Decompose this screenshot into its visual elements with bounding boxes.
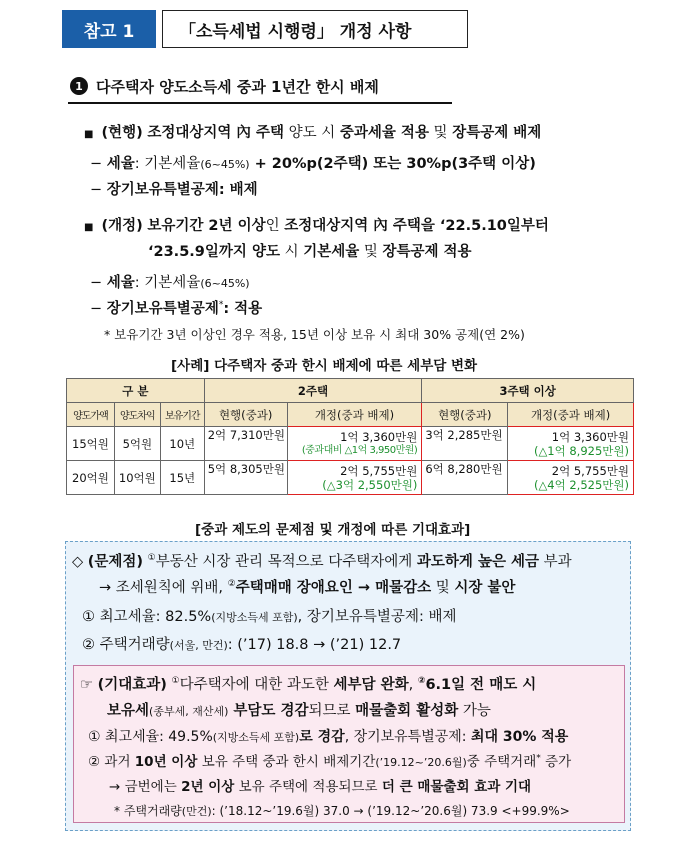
table-cell: 10억원 <box>114 461 160 495</box>
revised-amount: 1억 3,360만원 <box>551 429 629 444</box>
circled-two-icon: ② <box>82 637 95 653</box>
problem-item1-b: , 장기보유특별공제: 배제 <box>297 609 457 625</box>
table-subheader: 양도차익 <box>114 403 160 427</box>
effect-footnote-a: * 주택거래량 <box>114 804 182 818</box>
section-underline <box>68 102 452 104</box>
current-deduction-value: : 배제 <box>218 182 258 198</box>
current-label: (현행) <box>101 125 143 141</box>
effect-line1-b: 세부담 완화 <box>333 677 409 693</box>
revised-deduction-label: 장기보유특별공제 <box>106 301 219 317</box>
effect-label: (기대효과) <box>97 677 167 693</box>
tax-burden-table <box>66 378 634 495</box>
problem-line2-a: → 조세원칙에 위배, <box>99 580 228 596</box>
table-subheader: 현행(중과) <box>204 403 287 427</box>
diff-amount: (△3억 2,550만원) <box>322 477 418 492</box>
effect-line2-b: 부담도 경감 <box>228 703 309 719</box>
dash-icon: − <box>90 301 107 317</box>
table-cell: 5억 8,305만원 <box>204 461 287 495</box>
square-bullet-icon: ■ <box>84 222 94 233</box>
effect-footnote <box>114 802 570 819</box>
revised-line2-a: ‘23.5.9일까지 양도 <box>148 244 280 260</box>
effect-item1-b: 로 경감 <box>299 729 345 745</box>
circled-one-icon: ① <box>82 609 95 625</box>
effect-line2-d: 매물출회 활성화 <box>355 703 459 719</box>
revised-tax-a: : 기본세율 <box>134 275 201 291</box>
dash-icon: − <box>90 275 107 291</box>
table-cell: 15억원 <box>67 427 115 461</box>
revised-deduction-value: : 적용 <box>223 301 263 317</box>
effect-line-2 <box>107 699 491 720</box>
table-cell <box>287 427 422 461</box>
table-cell: 2억 7,310만원 <box>204 427 287 461</box>
problem-item1-small: (지방소득세 포함) <box>211 611 298 624</box>
effect-item2-e: 증가 <box>540 754 572 770</box>
problem-line1-a: 부동산 시장 관리 목적으로 다주택자에게 <box>155 554 417 570</box>
current-text-b: 양도 시 <box>284 125 340 141</box>
current-tax-b: + 20%p(2주택) 또는 30%p(3주택 이상) <box>249 156 536 172</box>
table-cell: 10년 <box>160 427 204 461</box>
table-two-house-header: 2주택 <box>204 379 422 403</box>
table-row <box>67 427 634 461</box>
effect-line2-c: 되므로 <box>308 703 356 719</box>
problem-line-2 <box>99 576 515 597</box>
problem-item2-a: 주택거래량 <box>99 637 170 653</box>
footnote-star: * <box>536 753 541 764</box>
effect-line-1 <box>80 673 536 694</box>
problem-item2-b: : (’17) 18.8 → (’21) 12.7 <box>227 637 402 653</box>
problem-item-1 <box>82 605 456 626</box>
table-cell <box>287 461 422 495</box>
table-caption: [사례] 다주택자 중과 한시 배제에 따른 세부담 변화 <box>171 358 478 374</box>
current-tax-label: 세율 <box>106 156 135 172</box>
circled-one-icon: ① <box>171 676 180 687</box>
document-title: 「소득세법 시행령」 개정 사항 <box>162 10 468 48</box>
revised-footnote: * 보유기간 3년 이상인 경우 적용, 15년 이상 보유 시 최대 30% 공제(연 2%) <box>104 327 525 342</box>
revised-line1-d: 을 ‘22.5.10일부터 <box>420 218 549 234</box>
table-subheader: 보유기간 <box>160 403 204 427</box>
current-tax-line <box>90 152 536 173</box>
effect-item3-d: 더 큰 매물출회 효과 기대 <box>381 779 532 795</box>
effect-item2-b: 10년 이상 <box>134 754 198 770</box>
revised-line1-c: 조정대상지역 內 주택 <box>284 218 421 234</box>
effect-item3-c: 보유 주택에 적용되므로 <box>234 779 382 795</box>
revised-tax-small: (6~45%) <box>200 277 250 290</box>
effect-line2-a: 보유세 <box>107 703 150 719</box>
problem-line1-b: 과도하게 높은 세금 <box>416 554 540 570</box>
problem-line2-b: 주택매매 장애요인 → 매물감소 <box>235 580 432 596</box>
circled-two-icon: ② <box>227 579 236 590</box>
dash-icon: − <box>90 182 107 198</box>
revised-tax-line <box>90 271 250 292</box>
circled-two-icon: ② <box>88 754 101 770</box>
revised-rule-line-1 <box>84 214 549 235</box>
table-cell: 6억 8,280만원 <box>422 461 508 495</box>
reference-tag: 참고 1 <box>62 10 156 48</box>
effect-item2-d: 중 주택거래 <box>466 754 537 770</box>
effect-item1-d: 최대 30% 적용 <box>470 729 569 745</box>
problem-line-1 <box>72 550 572 571</box>
table-cell <box>508 461 634 495</box>
table-subheader: 현행(중과) <box>422 403 508 427</box>
section-heading <box>70 72 450 100</box>
effect-item2-c: 보유 주택 중과 한시 배제기간 <box>197 754 376 770</box>
problem-label: (문제점) <box>87 554 144 570</box>
revised-line2-c: 기본세율 <box>303 244 360 260</box>
table-subheader: 개정(중과 배제) <box>508 403 634 427</box>
problem-line2-c: 및 <box>431 580 455 596</box>
problem-line2-d: 시장 불안 <box>454 580 516 596</box>
table-cell: 20억원 <box>67 461 115 495</box>
section-number-icon: 1 <box>70 77 88 95</box>
current-deduction-label: 장기보유특별공제 <box>106 182 219 198</box>
document-header <box>62 10 468 48</box>
effect-item-2 <box>88 750 571 770</box>
effect-item3-a: → 금번에는 <box>109 779 182 795</box>
diamond-icon: ◇ <box>72 554 84 570</box>
current-text-e: 장특공제 배제 <box>452 125 542 141</box>
effect-item1-small: (지방소득세 포함) <box>212 731 300 744</box>
revised-line1-a: 보유기간 2년 이상 <box>147 218 266 234</box>
revised-tax-label: 세율 <box>106 275 135 291</box>
revised-amount: 2억 5,755만원 <box>340 463 418 478</box>
diff-amount: (중과대비 △1억 3,950만원) <box>301 444 418 456</box>
current-tax-a: : 기본세율 <box>134 156 201 172</box>
current-rule-line <box>84 121 541 142</box>
problem-line1-c: 부과 <box>539 554 572 570</box>
diff-amount: (△4억 2,525만원) <box>533 477 629 492</box>
square-bullet-icon: ■ <box>84 129 94 140</box>
revised-amount: 1억 3,360만원 <box>340 429 418 444</box>
effect-line1-a: 다주택자에 대한 과도한 <box>179 677 334 693</box>
current-text-a: 조정대상지역 內 주택 <box>147 125 284 141</box>
revised-deduction-line <box>90 297 262 318</box>
revised-rule-line-2 <box>148 240 472 261</box>
effect-item2-small: (’19.12~’20.6월) <box>375 756 467 769</box>
effect-line1-d: 6.1일 전 매도 시 <box>425 677 537 693</box>
effect-item1-c: , 장기보유특별공제: <box>344 729 471 745</box>
section-title: 다주택자 양도소득세 중과 1년간 한시 배제 <box>96 77 379 96</box>
table-cell <box>508 427 634 461</box>
diff-amount: (△1억 8,925만원) <box>533 443 629 458</box>
problem-item2-small: (서울, 만건) <box>169 639 228 652</box>
revised-label: (개정) <box>101 218 143 234</box>
effects-caption: [중과 제도의 문제점 및 개정에 따른 기대효과] <box>195 522 471 538</box>
effect-line2-e: 가능 <box>458 703 491 719</box>
revised-amount: 2억 5,755만원 <box>551 463 629 478</box>
table-cell: 5억원 <box>114 427 160 461</box>
revised-line2-e: 장특공제 적용 <box>382 244 472 260</box>
effect-item3-b: 2년 이상 <box>181 779 235 795</box>
current-tax-small: (6~45%) <box>200 158 250 171</box>
revised-line2-d: 및 <box>359 244 383 260</box>
table-three-house-header: 3주택 이상 <box>422 379 634 403</box>
current-text-c: 중과세율 적용 <box>339 125 429 141</box>
effect-line1-c: , <box>408 677 418 693</box>
circled-one-icon: ① <box>147 553 156 564</box>
table-row <box>67 461 634 495</box>
circled-two-icon: ② <box>417 676 426 687</box>
table-cell: 3억 2,285만원 <box>422 427 508 461</box>
effect-footnote-small: (만건) <box>181 805 212 818</box>
dash-icon: − <box>90 156 107 172</box>
effect-item-1 <box>88 726 568 746</box>
revised-line1-b: 인 <box>265 218 285 234</box>
circled-one-icon: ① <box>88 729 101 745</box>
current-text-d: 및 <box>428 125 453 141</box>
problem-item1-a: 최고세율: 82.5% <box>99 609 212 625</box>
footnote-star: * <box>218 300 224 311</box>
table-subheader: 개정(중과 배제) <box>287 403 422 427</box>
effect-line2-small: (종부세, 재산세) <box>149 705 229 718</box>
table-cell: 15년 <box>160 461 204 495</box>
current-deduction-line <box>90 178 258 199</box>
table-group-header: 구 분 <box>67 379 205 403</box>
revised-line2-b: 시 <box>279 244 304 260</box>
effect-item1-a: 최고세율: 49.5% <box>105 729 213 745</box>
effect-footnote-b: : (’18.12~’19.6월) 37.0 → (’19.12~’20.6월) 73.9 <+99.9%> <box>211 804 570 818</box>
effect-item2-a: 과거 <box>104 754 135 770</box>
effect-item-3 <box>109 775 531 795</box>
problem-item-2 <box>82 633 401 654</box>
table-subheader: 양도가액 <box>67 403 115 427</box>
pointing-hand-icon: ☞ <box>80 677 93 693</box>
